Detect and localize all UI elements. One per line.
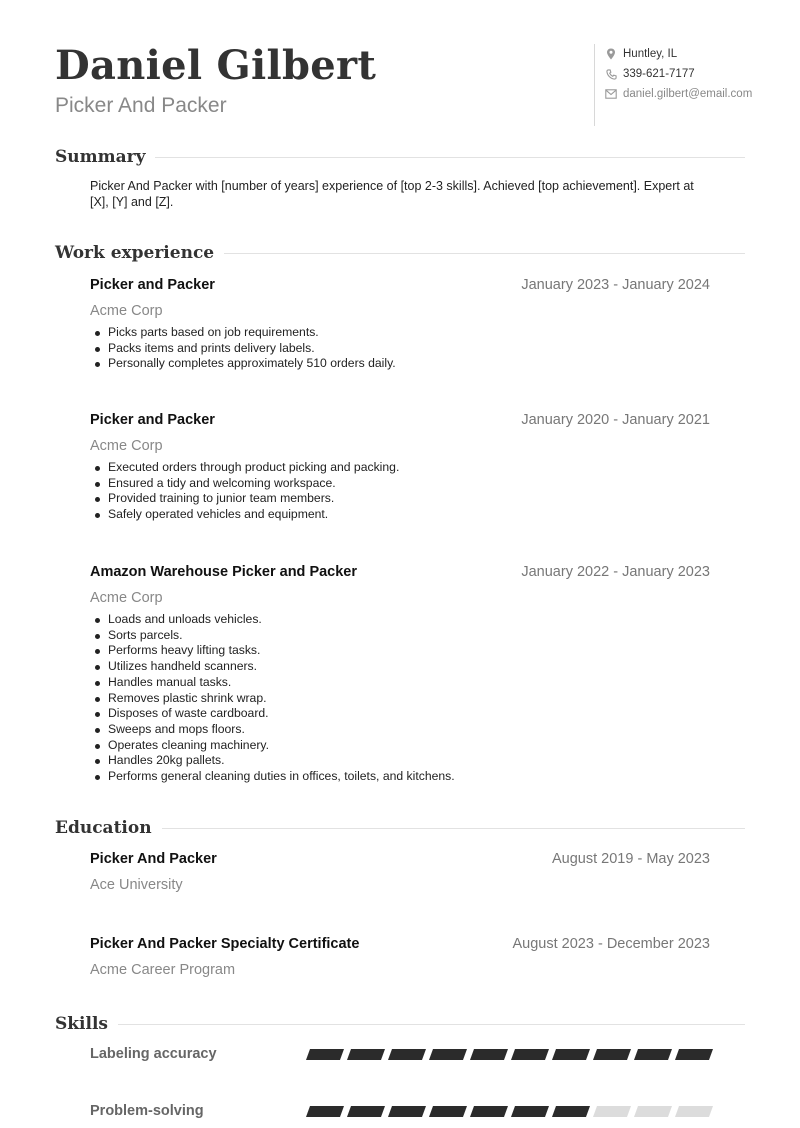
job-company: Acme Corp [90, 438, 163, 454]
education-dates: August 2023 - December 2023 [512, 936, 710, 952]
contact-block [594, 44, 754, 126]
contact-email [604, 84, 754, 104]
job-title: Amazon Warehouse Picker and Packer [90, 564, 358, 580]
list-item: Executed orders through product picking and packing. [90, 460, 710, 476]
candidate-role: Picker And Packer [55, 94, 227, 117]
skill-label: Problem-solving [90, 1103, 204, 1119]
summary-text: Picker And Packer with [number of years] experience of [top 2-3 skills]. Achieved [top achievement]. Expert at [X], [Y] and [Z]. [90, 179, 694, 209]
skills-heading [55, 1014, 745, 1034]
skill-segment-empty [634, 1106, 672, 1117]
job-entry-3 [90, 563, 710, 785]
section-divider [162, 828, 745, 829]
job-dates: January 2020 - January 2021 [521, 412, 710, 428]
work-heading-text: Work experience [55, 243, 215, 263]
skill-segment-filled [552, 1106, 590, 1117]
skill-segment-filled [511, 1049, 549, 1060]
list-item: Handles manual tasks. [90, 675, 710, 691]
section-divider [155, 157, 745, 158]
education-entry-2 [90, 935, 710, 979]
job-company: Acme Corp [90, 590, 163, 606]
education-entry-1 [90, 850, 710, 894]
degree-title: Picker And Packer [90, 851, 217, 867]
skill-segment-filled [593, 1049, 631, 1060]
skills-heading-text: Skills [55, 1014, 109, 1034]
skill-segment-filled [347, 1049, 385, 1060]
skill-row-2 [90, 1102, 720, 1122]
skill-segment-filled [306, 1049, 344, 1060]
skill-label: Labeling accuracy [90, 1046, 217, 1062]
job-title: Picker and Packer [90, 277, 215, 293]
job-entry-2 [90, 411, 710, 523]
job-bullets [90, 325, 710, 372]
work-heading [55, 243, 745, 263]
skill-segment-filled [429, 1106, 467, 1117]
job-bullets [90, 460, 710, 523]
education-heading-text: Education [55, 818, 152, 838]
section-divider [118, 1024, 745, 1025]
email-text[interactable]: daniel.gilbert@email.com [623, 88, 753, 100]
degree-title: Picker And Packer Specialty Certificate [90, 936, 360, 952]
skill-segment-filled [470, 1106, 508, 1117]
contact-location [604, 44, 754, 64]
skill-segment-filled [552, 1049, 590, 1060]
list-item: Ensured a tidy and welcoming workspace. [90, 476, 710, 492]
skill-segment-filled [388, 1049, 426, 1060]
skill-segment-empty [675, 1106, 713, 1117]
section-divider [224, 253, 745, 254]
list-item: Operates cleaning machinery. [90, 738, 710, 754]
phone-icon [604, 67, 618, 81]
skill-level-bar [308, 1106, 718, 1117]
list-item: Personally completes approximately 510 orders daily. [90, 356, 710, 372]
list-item: Utilizes handheld scanners. [90, 659, 710, 675]
list-item: Picks parts based on job requirements. [90, 325, 710, 341]
job-bullets [90, 612, 710, 785]
job-dates: January 2022 - January 2023 [521, 564, 710, 580]
skill-segment-filled [347, 1106, 385, 1117]
list-item: Disposes of waste cardboard. [90, 706, 710, 722]
envelope-icon [604, 87, 618, 101]
list-item: Performs general cleaning duties in offices, toilets, and kitchens. [90, 769, 710, 785]
list-item: Loads and unloads vehicles. [90, 612, 710, 628]
skill-segment-filled [388, 1106, 426, 1117]
school-name: Ace University [90, 877, 183, 893]
skill-segment-filled [634, 1049, 672, 1060]
skill-segment-filled [470, 1049, 508, 1060]
school-name: Acme Career Program [90, 962, 236, 978]
list-item: Performs heavy lifting tasks. [90, 643, 710, 659]
phone-text: 339-621-7177 [623, 68, 695, 80]
list-item: Sorts parcels. [90, 628, 710, 644]
list-item: Packs items and prints delivery labels. [90, 341, 710, 357]
summary-heading-text: Summary [55, 147, 146, 167]
map-pin-icon [604, 47, 618, 61]
location-text: Huntley, IL [623, 48, 678, 60]
skill-segment-filled [429, 1049, 467, 1060]
job-title: Picker and Packer [90, 412, 215, 428]
list-item: Provided training to junior team members. [90, 491, 710, 507]
skill-segment-filled [511, 1106, 549, 1117]
list-item: Safely operated vehicles and equipment. [90, 507, 710, 523]
job-dates: January 2023 - January 2024 [521, 277, 710, 293]
education-heading [55, 818, 745, 838]
candidate-name: Daniel Gilbert [55, 42, 377, 89]
education-dates: August 2019 - May 2023 [552, 851, 710, 867]
list-item: Handles 20kg pallets. [90, 753, 710, 769]
skill-row-1 [90, 1045, 720, 1065]
job-company: Acme Corp [90, 303, 163, 319]
contact-phone [604, 64, 754, 84]
summary-heading [55, 147, 745, 167]
list-item: Sweeps and mops floors. [90, 722, 710, 738]
skill-segment-empty [593, 1106, 631, 1117]
job-entry-1 [90, 276, 710, 372]
skill-segment-filled [675, 1049, 713, 1060]
list-item: Removes plastic shrink wrap. [90, 691, 710, 707]
skill-level-bar [308, 1049, 718, 1060]
skill-segment-filled [306, 1106, 344, 1117]
